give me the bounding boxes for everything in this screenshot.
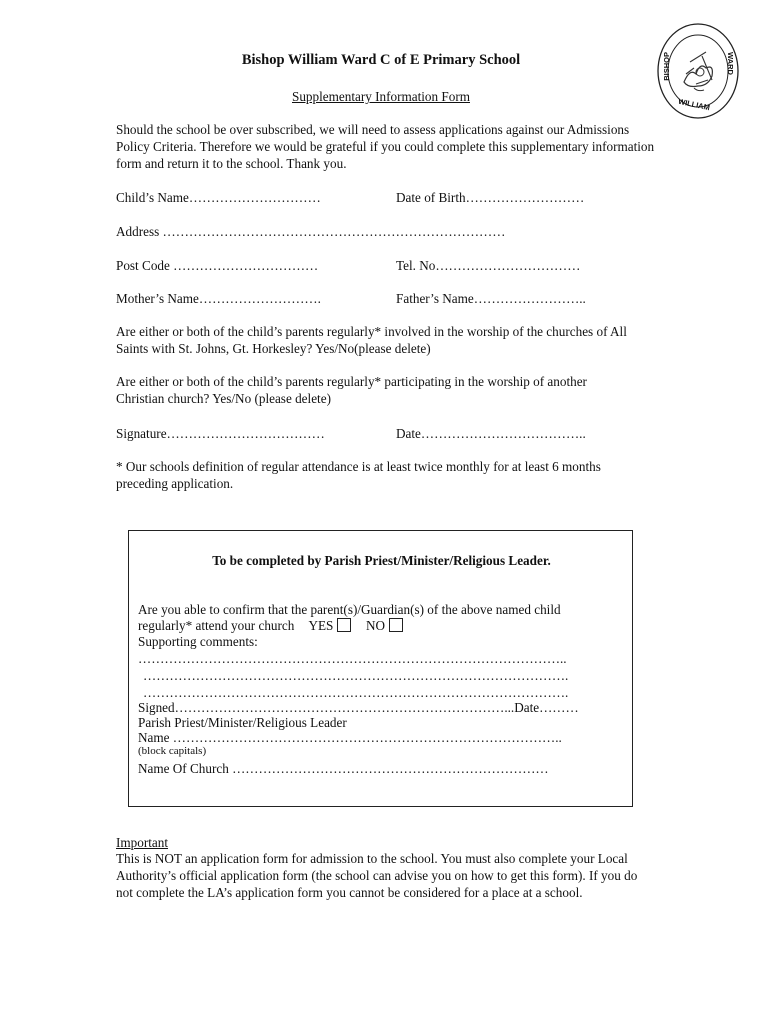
signature-field[interactable]: Signature……………………………… bbox=[116, 426, 325, 441]
footnote: * Our schools definition of regular attendance is at least twice monthly for at least 6 months preceding application. bbox=[116, 459, 601, 491]
leader-role-label: Parish Priest/Minister/Religious Leader bbox=[138, 715, 347, 730]
confirm-line-2 bbox=[138, 617, 403, 634]
mothers-name-field[interactable]: Mother’s Name………………………. bbox=[116, 291, 321, 306]
signed-date-field[interactable]: Signed…………………………………………………………………...Date……… bbox=[138, 700, 579, 715]
post-code-field[interactable]: Post Code …………………………… bbox=[116, 258, 319, 273]
date-of-birth-field[interactable]: Date of Birth……………………… bbox=[396, 190, 585, 205]
school-name: Bishop William Ward C of E Primary School bbox=[241, 52, 521, 68]
comments-line-2[interactable]: ……………………………………………………………………………………. bbox=[143, 668, 569, 683]
important-heading: Important bbox=[116, 835, 169, 850]
important-text: This is NOT an application form for admission to the school. You must also complete your Local Authority’s official application form (the school can advise you on how to get this form). If you do not complete the LA’s application form you cannot be considered for a place at a school. bbox=[116, 851, 638, 900]
question-local-church: Are either or both of the child’s parents regularly* involved in the worship of the churches of All Saints with St. Johns, Gt. Horkesley? Yes/No(please delete) bbox=[116, 324, 627, 356]
form-title: Supplementary Information Form bbox=[292, 89, 470, 104]
crest-text-bottom: WILLIAM bbox=[677, 96, 711, 113]
block-capitals-note: (block capitals) bbox=[138, 745, 207, 757]
supporting-comments-label: Supporting comments: bbox=[138, 634, 258, 649]
tel-no-field[interactable]: Tel. No…………………………… bbox=[396, 258, 581, 273]
fathers-name-field[interactable]: Father’s Name…………………….. bbox=[396, 291, 586, 306]
parish-leader-box bbox=[128, 530, 633, 807]
confirm-line-2-text: regularly* attend your church bbox=[138, 618, 295, 633]
leader-name-field[interactable]: Name …………………………………………………………………………….. bbox=[138, 730, 562, 745]
comments-line-1[interactable]: …………………………………………………………………………………….. bbox=[138, 651, 567, 666]
yes-label: YES bbox=[308, 618, 334, 633]
church-name-field[interactable]: Name Of Church ……………………………………………………………… bbox=[138, 761, 549, 776]
comments-line-3[interactable]: ……………………………………………………………………………………. bbox=[143, 685, 569, 700]
school-crest-logo bbox=[656, 22, 740, 120]
question-other-church: Are either or both of the child’s parents regularly* participating in the worship of another Christian church? Yes/No (please delete) bbox=[116, 374, 587, 406]
parish-box-title: To be completed by Parish Priest/Minister/Religious Leader. bbox=[212, 553, 551, 568]
no-label: NO bbox=[365, 618, 386, 633]
crest-text-left: BISHOP bbox=[662, 52, 671, 81]
childs-name-field[interactable]: Child’s Name………………………… bbox=[116, 190, 321, 205]
no-checkbox[interactable] bbox=[389, 618, 403, 632]
address-field[interactable]: Address …………………………………………………………………… bbox=[116, 224, 506, 239]
yes-checkbox[interactable] bbox=[337, 618, 351, 632]
crest-text-right: WARD bbox=[726, 52, 735, 75]
confirm-line-1: Are you able to confirm that the parent(s)/Guardian(s) of the above named child bbox=[138, 602, 561, 617]
date-field[interactable]: Date……………………………….. bbox=[396, 426, 586, 441]
intro-paragraph: Should the school be over subscribed, we will need to assess applications against our Admissions Policy Criteria. Therefore we would be grateful if you could complete this supplementary information form and return it to the school. Thank you. bbox=[116, 122, 655, 171]
